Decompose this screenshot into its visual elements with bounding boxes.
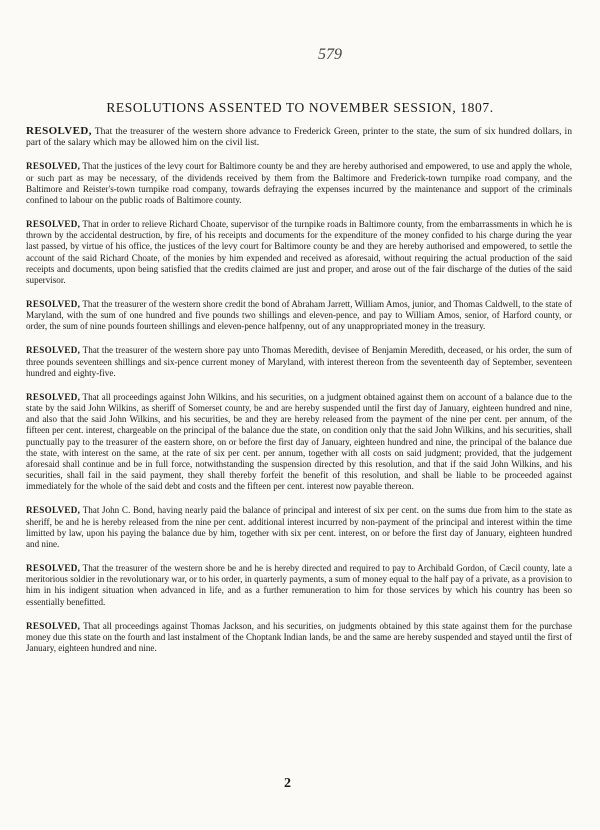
resolution-text: That in order to relieve Richard Choate, supervisor of the turnpike roads in Baltimore county, from the embarrassments in which he is thrown by the accidental destruction, by fire, of his receipts and documents for the expenditure of the money confided to his charge during the year last passed, by virtue of his office, the justices of the levy court for Baltimore county be and they are hereby authorised and empowered, to settle the account of the said Richard Choate, of the monies by him expended and received as aforesaid, without requiring the actual production of the said receipts and documents, upon being satisfied that the credits claimed are just and proper, and arose out of the fair discharge of the duties of the said supervisor. — [26, 219, 572, 286]
resolution-lead: RESOLVED, — [26, 345, 81, 356]
resolution-paragraph — [26, 345, 572, 379]
resolution-paragraph — [26, 621, 572, 655]
resolution-lead: RESOLVED, — [26, 125, 92, 137]
signature-mark: 2 — [284, 776, 291, 791]
resolution-paragraph — [26, 563, 572, 608]
resolution-text: That the treasurer of the western shore pay unto Thomas Meredith, devisee of Benjamin Meredith, deceased, or his order, the sum of three pounds seventeen shillings and six-pence current money of Maryland, with interest thereon from the seventeenth day of September, seventeen hundred and eighty-five. — [26, 345, 573, 378]
resolution-paragraph — [26, 219, 572, 286]
resolution-paragraph — [26, 392, 572, 493]
resolution-paragraph — [26, 505, 572, 550]
resolution-paragraph — [26, 299, 572, 333]
resolution-text: That the treasurer of the western shore advance to Frederick Green, printer to the state, the sum of six hundred dollars, in part of the salary which may be allowed him on the civil list. — [26, 126, 572, 149]
resolution-text: That the treasurer of the western shore be and he is hereby directed and required to pay to Archibald Gordon, of Cæcil county, late a meritorious soldier in the revolutionary war, or to his order, in quarterly payments, a sum of money equal to the half pay of a private, as a provision to him in his indigent situation when advanced in life, and as a further remuneration to him for those services by which his country has been so essentially benefitted. — [26, 563, 573, 607]
resolutions-body — [26, 126, 572, 667]
resolution-text: That John C. Bond, having nearly paid the balance of principal and interest of six per cent. on the sums due from him to the state as sheriff, be and he is hereby released from the nine per cent. additional interest incurred by non-payment of the principal and interest within the time limitted by law, upon his paying the balance due by him, together with six per cent. interest, on or before the first day of January, eighteen hundred and nine. — [26, 505, 572, 550]
resolution-text: That the justices of the levy court for Baltimore county be and they are hereby authorised and empowered, to use and apply the whole, or such part as may be necessary, of the dividends received by them from the Baltimore and Frederick-town turnpike road company, and the Baltimore and Reister's-town turnpike road company, towards defraying the expenses incurred by the maintenance and support of the criminals confined to labour on the public roads of Baltimore county. — [26, 161, 573, 206]
page-title: RESOLUTIONS ASSENTED TO NOVEMBER SESSION, 1807. — [106, 100, 494, 115]
resolution-lead: RESOLVED, — [26, 620, 81, 631]
resolution-lead: RESOLVED, — [26, 299, 81, 310]
resolution-paragraph — [26, 126, 572, 148]
resolution-text: That the treasurer of the western shore credit the bond of Abraham Jarrett, William Amos, junior, and Thomas Caldwell, to the state of Maryland, with the sum of one hundred and five pounds two shillings and eleven-pence, and pay to William Amos, senior, of Harford county, or order, the sum of nine pounds fourteen shillings and eleven-pence halfpenny, out of any unappropriated money in the treasury. — [26, 299, 572, 332]
page-number: 579 — [318, 46, 342, 63]
resolution-lead: RESOLVED, — [26, 219, 81, 230]
resolution-lead: RESOLVED, — [26, 161, 81, 172]
resolution-lead: RESOLVED, — [26, 391, 81, 402]
resolution-text: That all proceedings against Thomas Jackson, and his securities, on judgments obtained by this state against them for the purchase money due this state on the fourth and last instalment of the Choptank Indian lands, be and the same are hereby suspended and stayed until the first of January, eighteen hundred and nine. — [26, 620, 573, 654]
resolution-paragraph — [26, 161, 572, 206]
resolution-text: That all proceedings against John Wilkins, and his securities, on a judgment obtained against them on account of a balance due to the state by the said John Wilkins, as sheriff of Somerset county, be and are hereby suspended until the first day of January, eighteen hundred and nine, and also that the said John Wilkins, and his securities, be and they are hereby released from the payment of the nine per cent. per annum, of the fifteen per cent. interest, chargeable on the principal of the balance due the state, on condition only that the said John Wilkins, and his securities, shall punctually pay to the treasurer of the eastern shore, on or before the first day of January, eighteen hundred and nine, the principal of the balance due the state, with interest on the same, at the rate of six per cent. per annum, together with all costs on said judgment; provided, that the judgement aforesaid shall continue and be in full force, notwithstanding the suspension directed by this resolution, and that if the said John Wilkins, and his securities, shall fail in the said payment, they shall thereby forfeit the benefit of this resolution, and shall be liable to be proceeded against immediately for the whole of the said debt and costs and the fifteen per cent. interest now payable thereon. — [26, 391, 572, 492]
resolution-lead: RESOLVED, — [26, 563, 81, 574]
resolution-lead: RESOLVED, — [26, 505, 81, 516]
